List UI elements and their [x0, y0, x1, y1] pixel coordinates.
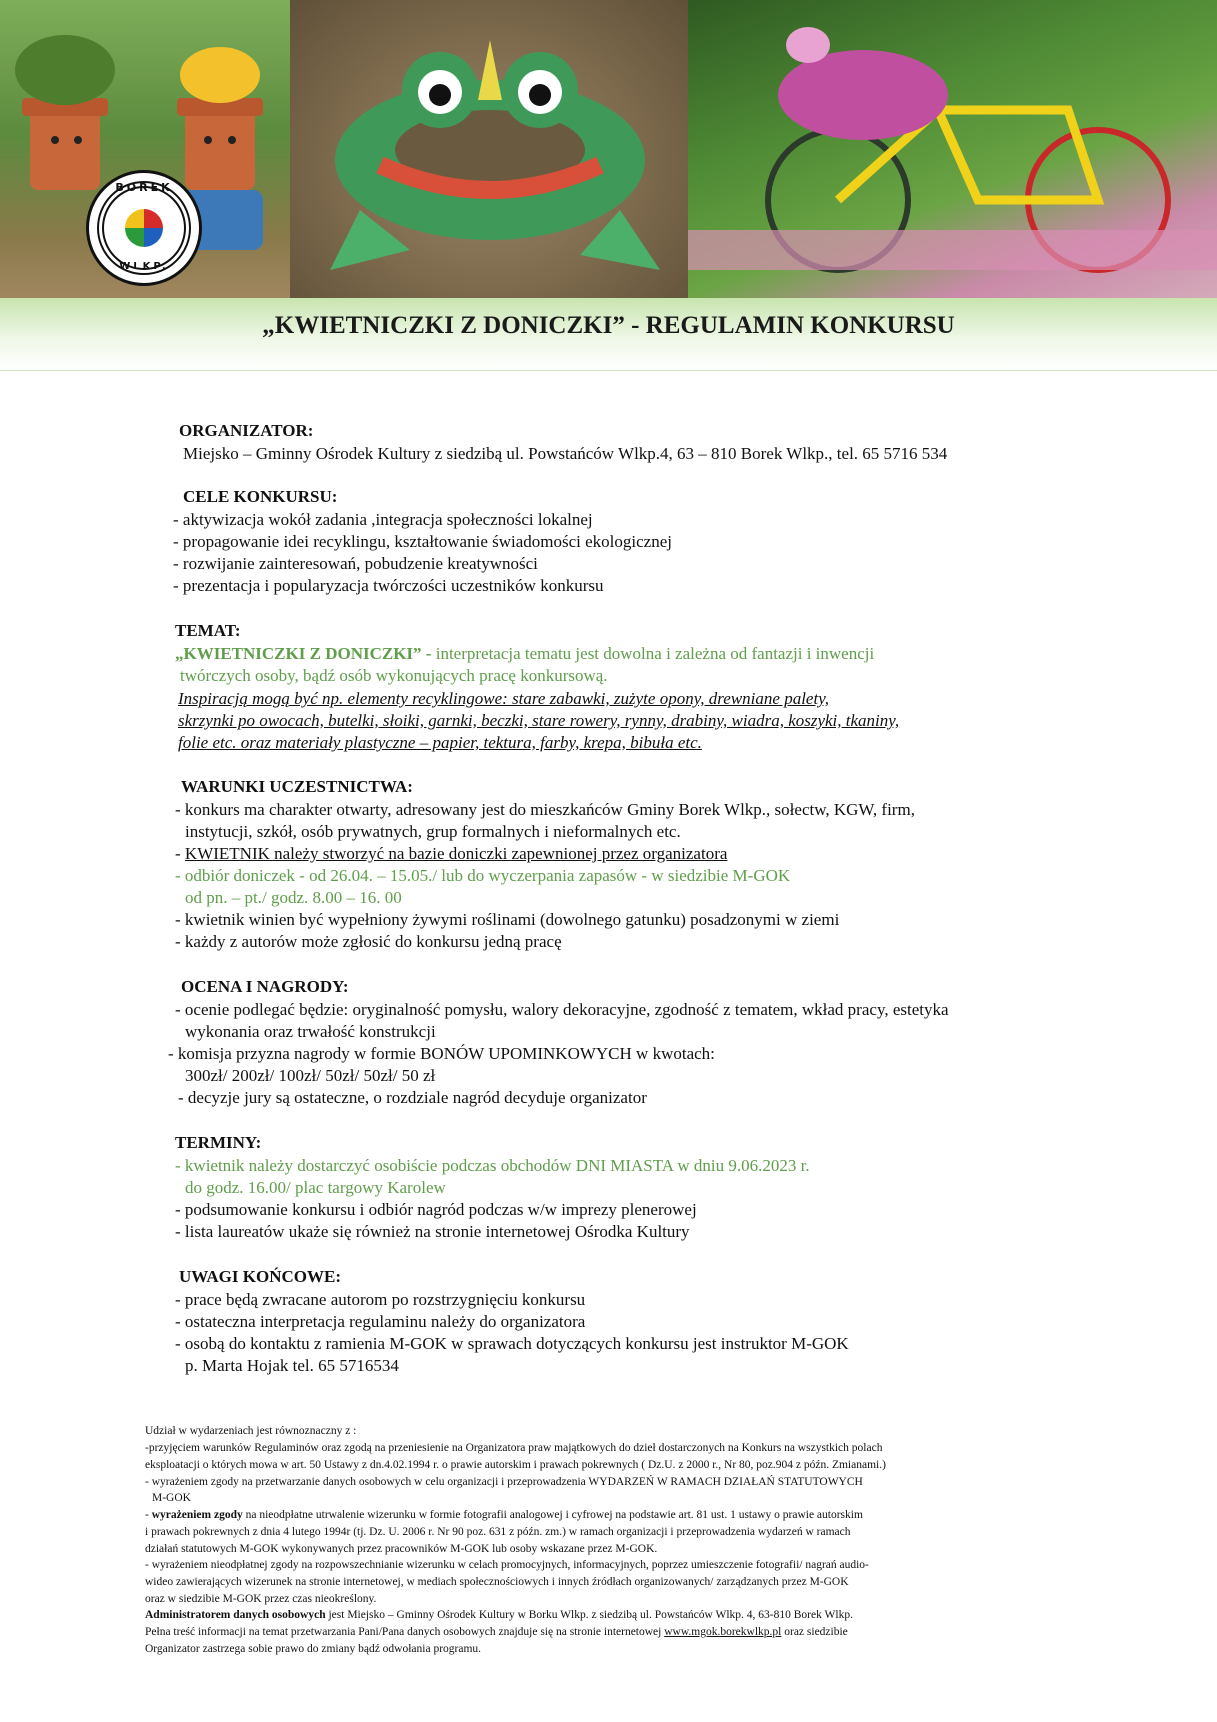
logo-emblem — [125, 209, 163, 247]
condition-item: - kwietnik winien być wypełniony żywymi roślinami (dowolnego gatunku) posadzonymi w ziemi — [175, 910, 840, 929]
theme-name: „KWIETNICZKI Z DONICZKI” - — [175, 644, 432, 663]
footer-line — [145, 1608, 853, 1623]
logo-top-text: BOREK — [115, 181, 173, 194]
logo-bottom-text: WLKP. — [119, 261, 169, 272]
inspiration-line: folie etc. oraz materiały plastyczne – papier, tektura, farby, krepa, bibuła etc. — [178, 733, 702, 752]
footer-line: oraz w siedzibie M-GOK przez czas nieokreślony. — [145, 1593, 377, 1605]
mgok-logo — [86, 170, 202, 286]
flower-bicycle-photo — [688, 0, 1217, 298]
goal-item: - prezentacja i popularyzacja twórczości uczestników konkursu — [173, 576, 604, 595]
footer-text: Pełna treść informacji na temat przetwarzania Pani/Pana danych osobowych znajduje się na stronie internetowej — [145, 1626, 665, 1638]
judging-item: - ocenie podlegać będzie: oryginalność pomysłu, walory dekoracyjne, zgodność z tematem, wkład pracy, estetyka — [175, 1000, 949, 1019]
tire-frog-illustration — [290, 0, 688, 298]
theme-description: interpretacja tematu jest dowolna i zależna od fantazji i inwencji — [435, 644, 875, 663]
dates-item: - lista laureatów ukaże się również na stronie internetowej Ośrodka Kultury — [175, 1222, 690, 1241]
footer-text: jest Miejsko – Gminny Ośrodek Kultury w Borku Wlkp. z siedzibą ul. Powstańców Wlkp. 4, 63-810 Borek Wlkp. — [325, 1609, 853, 1621]
remark-item: - ostateczna interpretacja regulaminu należy do organizatora — [175, 1312, 586, 1331]
judging-prize-amounts: 300zł/ 200zł/ 100zł/ 50zł/ 50zł/ 50 zł — [185, 1066, 436, 1085]
footer-line: - wyrażeniem zgody na przetwarzanie danych osobowych w celu organizacji i przeprowadzenia WYDARZEŃ W RAMACH DZIAŁAŃ STATUTOWYCH — [145, 1476, 863, 1488]
page-title: „KWIETNICZKI Z DONICZKI” - REGULAMIN KONKURSU — [262, 312, 955, 339]
goal-item: - rozwijanie zainteresowań, pobudzenie kreatywności — [173, 554, 538, 573]
condition-pot-text: KWIETNIK należy stworzyć na bazie doniczki zapewnionej przez organizatora — [184, 844, 728, 863]
dates-heading: TERMINY: — [175, 1133, 262, 1152]
condition-pickup: - odbiór doniczek - od 26.04. – 15.05./ lub do wyczerpania zapasów - w siedzibie M-GOK — [175, 866, 791, 885]
footer-text: oraz siedzibie — [781, 1626, 848, 1638]
remark-contact: p. Marta Hojak tel. 65 5716534 — [185, 1356, 399, 1375]
dates-delivery: - kwietnik należy dostarczyć osobiście podczas obchodów DNI MIASTA w dniu 9.06.2023 r. — [175, 1156, 810, 1175]
judging-item-cont: wykonania oraz trwałość konstrukcji — [185, 1022, 436, 1041]
footer-line — [145, 1508, 863, 1523]
footer-line: działań statutowych M-GOK wykonywanych przez pracowników M-GOK lub osoby wskazane przez M-GOK. — [145, 1543, 658, 1555]
footer-line: Udział w wydarzeniach jest równoznaczny z : — [145, 1425, 357, 1437]
goal-item: - aktywizacja wokół zadania ,integracja społeczności lokalnej — [173, 510, 593, 529]
condition-dash: - — [175, 844, 185, 863]
footer-bold: wyrażeniem zgody — [151, 1509, 243, 1521]
remarks-heading: UWAGI KOŃCOWE: — [179, 1267, 341, 1286]
organizer-heading: ORGANIZATOR: — [179, 421, 314, 440]
goal-item: - propagowanie idei recyklingu, kształtowanie świadomości ekologicznej — [173, 532, 672, 551]
goals-heading: CELE KONKURSU: — [183, 487, 338, 506]
dates-delivery-place: do godz. 16.00/ plac targowy Karolew — [185, 1178, 446, 1197]
organizer-text: Miejsko – Gminny Ośrodek Kultury z siedzibą ul. Powstańców Wlkp.4, 63 – 810 Borek Wlkp., tel. 65 5716 534 — [183, 444, 948, 463]
footer-line: - wyrażeniem nieodpłatnej zgody na rozpowszechnianie wizerunku w celach promocyjnych, informacyjnych, poprzez umieszczenie fotografii/ nagrań audio- — [145, 1559, 869, 1571]
bicycle-illustration — [688, 0, 1217, 298]
tire-frog-photo — [290, 0, 688, 298]
footer-line: Organizator zastrzega sobie prawo do zmiany bądź odwołania programu. — [145, 1643, 482, 1655]
footer-bold: Administratorem danych osobowych — [145, 1609, 326, 1621]
footer-line: i prawach pokrewnych z dnia 4 lutego 1994r (tj. Dz. U. 2006 r. Nr 90 poz. 631 z późn. zm.) w ramach organizacji i przeprowadzenia wydarzeń w ramach — [145, 1526, 851, 1538]
footer-line: eksploatacji o których mowa w art. 50 Ustawy z dn.4.02.1994 r. o prawie autorskim i prawach pokrewnych ( Dz.U. z 2000 r., Nr 80, poz.904 z późn. Zmianami.) — [145, 1459, 886, 1471]
condition-pickup-hours: od pn. – pt./ godz. 8.00 – 16. 00 — [185, 888, 402, 907]
judging-heading: OCENA I NAGRODY: — [181, 977, 349, 996]
judging-item: - decyzje jury są ostateczne, o rozdziale nagród decyduje organizator — [178, 1088, 647, 1107]
inspiration-line: Inspiracją mogą być np. elementy recyklingowe: stare zabawki, zużyte opony, drewniane palety, — [178, 689, 830, 708]
remark-item: - osobą do kontaktu z ramienia M-GOK w sprawach dotyczących konkursu jest instruktor M-GOK — [175, 1334, 849, 1353]
dates-item: - podsumowanie konkursu i odbiór nagród podczas w/w imprezy plenerowej — [175, 1200, 697, 1219]
footer-dash: - — [145, 1509, 152, 1521]
footer-line — [145, 1625, 848, 1640]
theme-intro — [175, 643, 874, 664]
theme-description-cont: twórczych osoby, bądź osób wykonujących pracę konkursową. — [180, 666, 608, 685]
conditions-heading: WARUNKI UCZESTNICTWA: — [181, 777, 413, 796]
inspiration-line: skrzynki po owocach, butelki, słoiki, garnki, beczki, stare rowery, rynny, drabiny, wiadra, koszyki, tkaniny, — [178, 711, 900, 730]
footer-line: -przyjęciem warunków Regulaminów oraz zgodą na przeniesienie na Organizatora praw majątkowych do dzieł dostarczonych na Konkurs na wszystkich polach — [145, 1442, 883, 1454]
website-link[interactable]: www.mgok.borekwlkp.pl — [664, 1626, 782, 1638]
footer-line: wideo zawierających wizerunek na stronie internetowej, w mediach społecznościowych i innych źródłach organizowanych/ zarządzanych przez M-GOK — [145, 1576, 849, 1588]
condition-item — [175, 843, 727, 864]
remark-item: - prace będą zwracane autorom po rozstrzygnięciu konkursu — [175, 1290, 586, 1309]
condition-item: - każdy z autorów może zgłosić do konkursu jedną pracę — [175, 932, 562, 951]
footer-text: na nieodpłatne utrwalenie wizerunku w formie fotografii analogowej i cyfrowej na podstawie art. 81 ust. 1 ustawy o prawie autorskim — [242, 1509, 863, 1521]
condition-item-cont: instytucji, szkół, osób prywatnych, grup formalnych i nieformalnych etc. — [185, 822, 681, 841]
judging-prizes: - komisja przyzna nagrody w formie BONÓW UPOMINKOWYCH w kwotach: — [168, 1044, 715, 1063]
theme-heading: TEMAT: — [175, 621, 241, 640]
footer-line: M-GOK — [152, 1492, 191, 1504]
header-banner — [0, 0, 1217, 298]
condition-item: - konkurs ma charakter otwarty, adresowany jest do mieszkańców Gminy Borek Wlkp., sołectw, KGW, firm, — [175, 800, 915, 819]
